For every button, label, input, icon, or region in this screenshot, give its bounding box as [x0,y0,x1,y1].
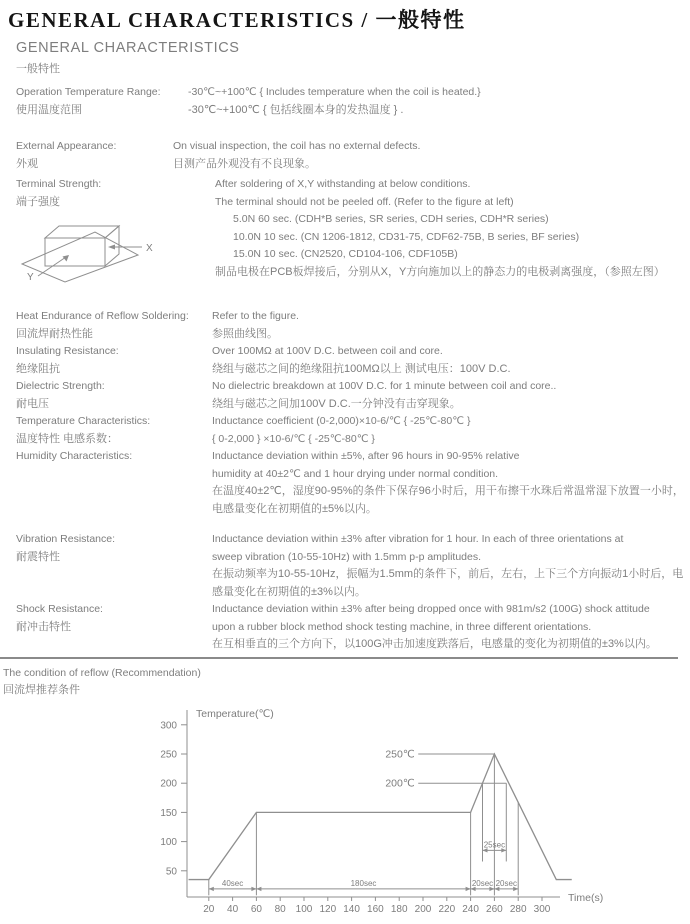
page-title: GENERAL CHARACTERISTICS / 一般特性 [8,8,466,32]
spec-label-cn: 温度特性 电感系数： [16,432,119,445]
spec-condition: 10.0N 10 sec. (CN 1206-1812, CD31-75, CDF62-75B, B series, BF series) [233,230,580,243]
svg-text:250℃: 250℃ [385,748,415,760]
component-box-front [45,238,105,266]
spec-dielectric-strength [16,378,690,413]
spec-external-appearance [16,138,690,173]
svg-text:260: 260 [486,903,503,915]
spec-label-en: Heat Endurance of Reflow Soldering: [16,310,189,322]
spec-label-cn: 耐电压 [16,397,49,410]
spec-operation-temperature-range [16,84,690,119]
svg-text:100: 100 [295,903,313,915]
svg-text:80: 80 [274,903,286,915]
svg-text:120: 120 [319,903,337,915]
spec-value: Inductance coefficient (0-2,000)×10-6/℃ { -25℃-80℃ } [212,415,471,427]
svg-text:40: 40 [227,903,239,915]
spec-value-cn: 目测产品外观没有不良现象。 [173,157,316,170]
spec-value: Refer to the figure. [212,310,299,322]
spec-shock-resistance [16,601,690,654]
spec-value-cn: 在互相垂直的三个方向下，以100G冲击加速度跌落后，电感量的变化为初期值的±3%以内。 [212,638,657,650]
spec-vibration-resistance [16,531,690,601]
svg-text:50: 50 [165,865,177,877]
svg-text:180sec: 180sec [350,878,377,888]
svg-text:200: 200 [414,903,432,915]
svg-text:240: 240 [462,903,479,915]
spec-insulating-resistance [16,343,690,378]
spec-label-cn: 回流焊耐热性能 [16,327,93,340]
svg-text:300: 300 [160,719,177,731]
spec-temperature-characteristics [16,413,690,448]
reflow-condition-heading [3,665,690,700]
spec-value: humidity at 40±2℃ and 1 hour drying under normal condition. [212,467,499,480]
spec-label-en: Shock Resistance: [16,603,103,615]
spec-label-en: Vibration Resistance: [16,533,116,545]
spec-value-cn: { 0-2,000 } ×10-6/℃ { -25℃-80℃ } [212,432,375,445]
spec-value-cn: -30℃~+100℃ { 包括线圈本身的发热温度 } . [188,103,404,116]
spec-label-cn: 端子强度 [16,195,60,208]
svg-text:150: 150 [160,807,177,819]
svg-text:220: 220 [438,903,456,915]
svg-text:60: 60 [250,903,262,915]
spec-label-en: Terminal Strength: [16,178,102,190]
reflow-profile-chart [0,700,690,924]
spec-value: Inductance deviation within ±3% after vibration for 1 hour. In each of three orientations at [212,533,624,545]
svg-text:40sec: 40sec [221,878,244,888]
svg-text:280: 280 [509,903,527,915]
svg-text:160: 160 [367,903,384,915]
spec-label-cn: 耐震特性 [16,550,60,563]
spec-label-en: Operation Temperature Range: [16,86,161,98]
svg-text:300: 300 [533,903,551,915]
spec-value-cn: 参照曲线图。 [212,327,278,340]
spec-value: No dielectric breakdown at 100V D.C. for 1 minute between coil and core.. [212,380,557,392]
spec-terminal-strength [16,176,690,281]
spec-value-cn: 在振动频率为10-55-10Hz，振幅为1.5mm的条件下，前后，左右，上下三个方向振动1小时后，电 [212,568,684,580]
section-heading-cn: 一般特性 [16,63,60,75]
spec-value-cn: 在温度40±2℃，湿度90-95%的条件下保存96小时后，用干布擦干水珠后常温常湿下放置一小时， [212,485,684,497]
spec-value-cn: 绕组与磁芯之间的绝缘阻抗100MΩ以上 测试电压：100V D.C. [212,362,511,375]
svg-text:200℃: 200℃ [385,777,415,790]
spec-value: -30℃~+100℃ { Includes temperature when the coil is heated.} [188,86,481,98]
reflow-condition-cn: 回流焊推荐条件 [3,684,80,696]
svg-text:20: 20 [203,903,215,915]
spec-value-cn: 电感量变化在初期值的±5%以内。 [212,502,377,515]
spec-label-en: Temperature Characteristics: [16,415,151,427]
section-heading-en: GENERAL CHARACTERISTICS [16,40,240,56]
spec-value: Inductance deviation within ±3% after being dropped once with 981m/s2 (100G) shock attitude [212,603,650,615]
spec-value: On visual inspection, the coil has no external defects. [173,140,421,152]
spec-label-cn: 耐冲击特性 [16,620,71,633]
svg-text:200: 200 [160,778,177,790]
spec-condition: 15.0N 10 sec. (CN2520, CD104-106, CDF105B) [233,248,458,260]
spec-value: upon a rubber block method shock testing machine, in three different orientations. [212,620,592,633]
spec-label-cn: 使用温度范围 [16,103,82,116]
svg-text:25sec: 25sec [483,839,506,849]
x-axis-label: X [146,243,153,254]
svg-text:250: 250 [160,749,177,760]
spec-label-cn: 外观 [16,157,38,170]
svg-text:Temperature(℃): Temperature(℃) [196,707,274,720]
svg-text:180: 180 [390,903,408,915]
spec-value-cn: 感量变化在初期值的±3%以内。 [212,585,366,598]
spec-value-cn: 制品电极在PCB板焊接后，分别从X，Y方向施加以上的静态力的电极剥离强度，（参照左图） [215,265,665,278]
reflow-chart-svg [0,700,690,919]
spec-label-en: External Appearance: [16,140,117,152]
svg-text:100: 100 [160,836,177,848]
spec-value: Over 100MΩ at 100V D.C. between coil and core. [212,345,443,357]
spec-label-en: Dielectric Strength: [16,380,105,392]
spec-value: sweep vibration (10-55-10Hz) with 1.5mm p-p amplitudes. [212,550,482,563]
svg-text:Time(s): Time(s) [568,891,604,904]
spec-heat-endurance [16,308,690,343]
svg-text:20sec: 20sec [471,878,494,888]
spec-value: After soldering of X,Y withstanding at below conditions. [215,178,471,190]
x-arrowhead [108,245,115,250]
datasheet-page [0,4,690,915]
section-divider [0,657,678,659]
spec-value: Inductance deviation within ±5%, after 96 hours in 90-95% relative [212,450,520,462]
spec-value: The terminal should not be peeled off. (Refer to the figure at left) [215,195,514,208]
spec-label-cn: 绝缘阻抗 [16,362,60,375]
spec-humidity-characteristics [16,448,690,518]
svg-text:140: 140 [343,903,360,915]
spec-label-en: Humidity Characteristics: [16,450,133,462]
y-axis-label: Y [27,272,34,283]
spec-value-cn: 绕组与磁芯之间加100V D.C.一分钟没有击穿现象。 [212,397,461,410]
component-box-top [45,226,119,238]
spec-condition: 5.0N 60 sec. (CDH*B series, SR series, CDH series, CDH*R series) [233,213,549,225]
terminal-strength-diagram [18,216,158,284]
svg-text:20sec: 20sec [495,878,517,888]
reflow-condition-en: The condition of reflow (Recommendation) [3,666,201,679]
spec-label-en: Insulating Resistance: [16,345,119,357]
